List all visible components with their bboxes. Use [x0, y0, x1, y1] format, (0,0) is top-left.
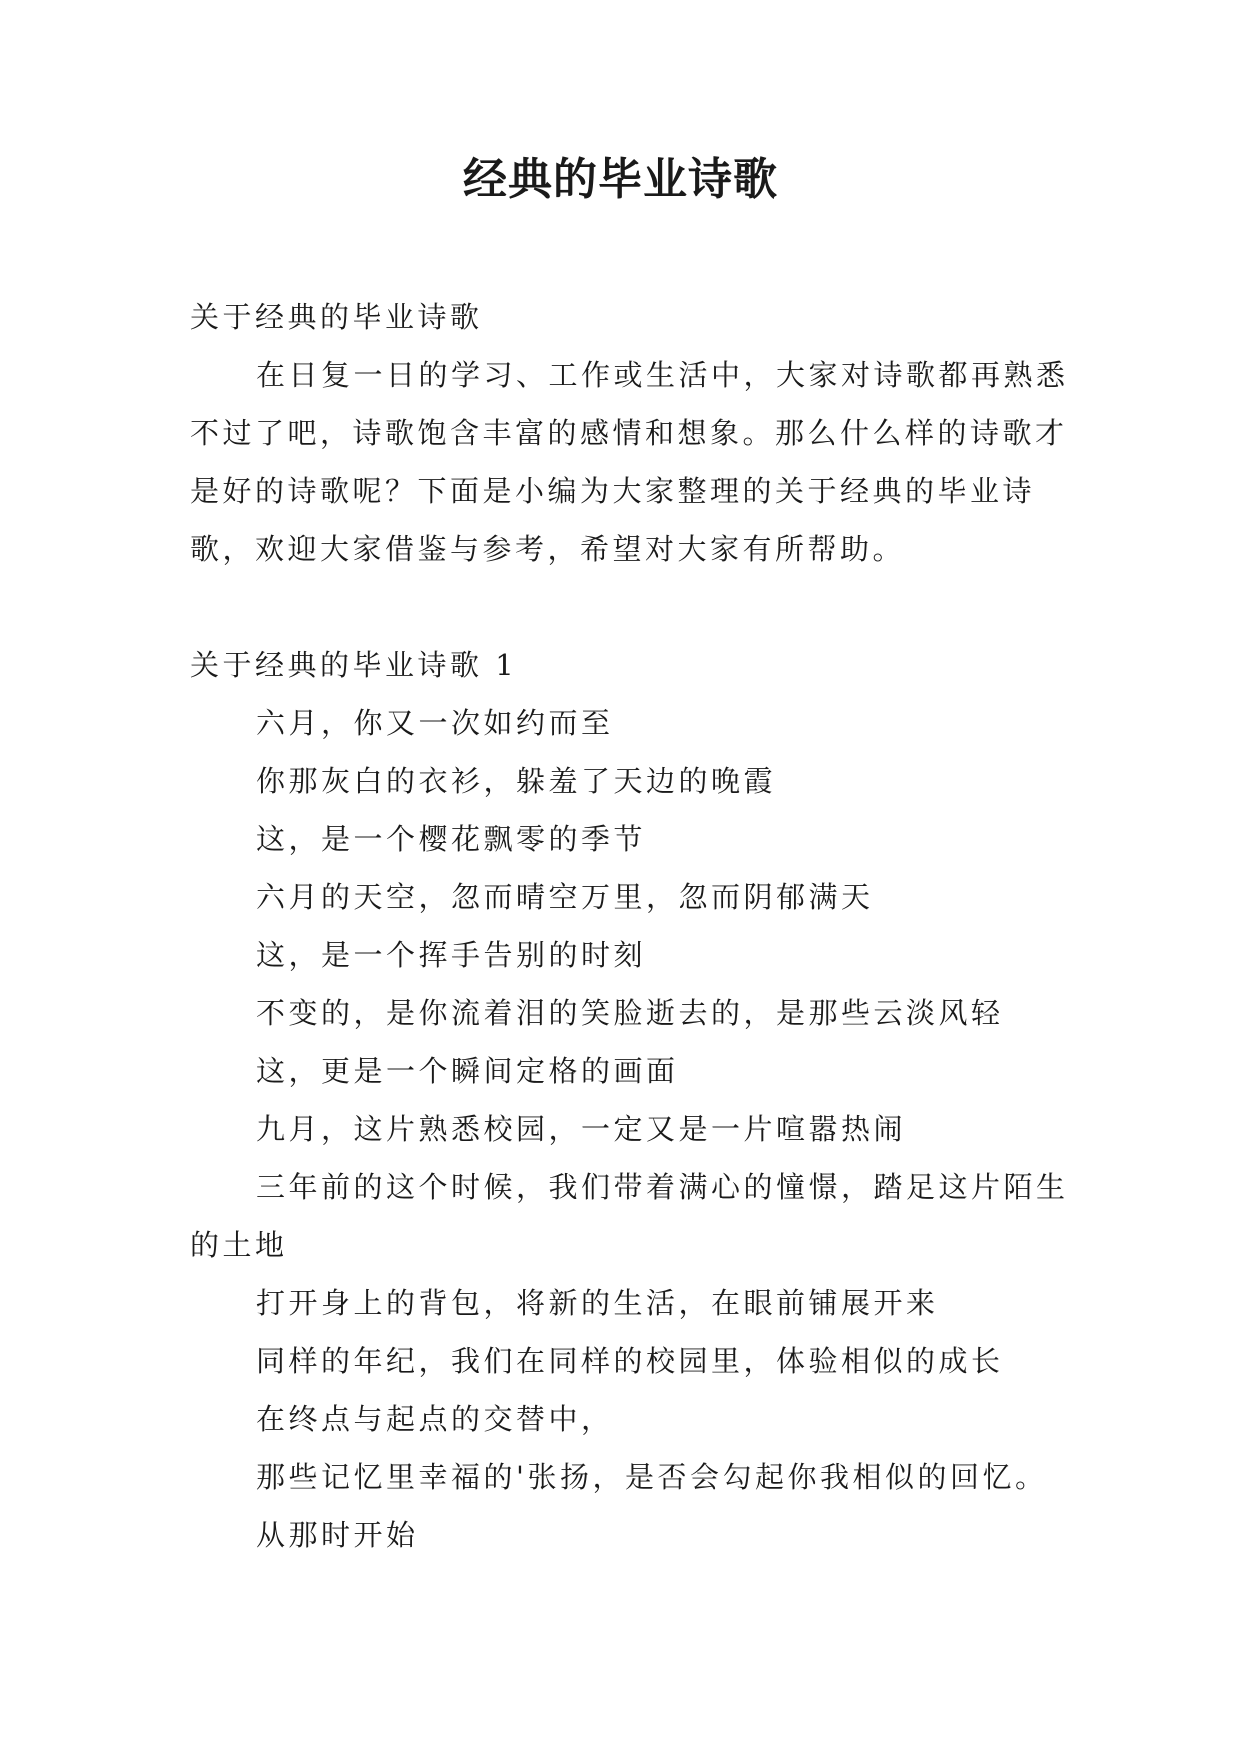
intro-heading: 关于经典的毕业诗歌 — [190, 300, 483, 334]
poem-line: 六月，你又一次如约而至 — [256, 706, 614, 740]
poem-line: 九月，这片熟悉校园，一定又是一片喧嚣热闹 — [256, 1112, 907, 1146]
document-body — [190, 288, 1070, 1564]
poem-line: 不变的，是你流着泪的笑脸逝去的，是那些云淡风轻 — [256, 996, 1004, 1030]
poem-line: 这，更是一个瞬间定格的画面 — [256, 1054, 679, 1088]
poem-line: 这，是一个挥手告别的时刻 — [256, 938, 647, 972]
poem-line: 这，是一个樱花飘零的季节 — [256, 822, 647, 856]
poem-line: 打开身上的背包，将新的生活，在眼前铺展开来 — [256, 1286, 939, 1320]
paragraph-spacer — [190, 578, 1070, 636]
document-title: 经典的毕业诗歌 — [463, 154, 778, 205]
poem-line: 同样的年纪，我们在同样的校园里，体验相似的成长 — [256, 1344, 1004, 1378]
intro-paragraph: 在日复一日的学习、工作或生活中，大家对诗歌都再熟悉不过了吧，诗歌饱含丰富的感情和想象。那么什么样的诗歌才是好的诗歌呢？下面是小编为大家整理的关于经典的毕业诗歌，欢迎大家借鉴与参考，希望对大家有所帮助。 — [190, 358, 1069, 566]
poem-line: 你那灰白的衣衫，躲羞了天边的晚霞 — [256, 764, 777, 798]
poem-line: 六月的天空，忽而晴空万里，忽而阴郁满天 — [256, 880, 874, 914]
section-heading: 关于经典的毕业诗歌 1 — [190, 648, 518, 682]
poem-line: 在终点与起点的交替中， — [256, 1402, 614, 1436]
poem-line: 那些记忆里幸福的'张扬，是否会勾起你我相似的回忆。 — [256, 1460, 1048, 1494]
poem-line: 从那时开始 — [256, 1518, 419, 1552]
poem-line: 三年前的这个时候，我们带着满心的憧憬，踏足这片陌生的土地 — [190, 1170, 1069, 1262]
